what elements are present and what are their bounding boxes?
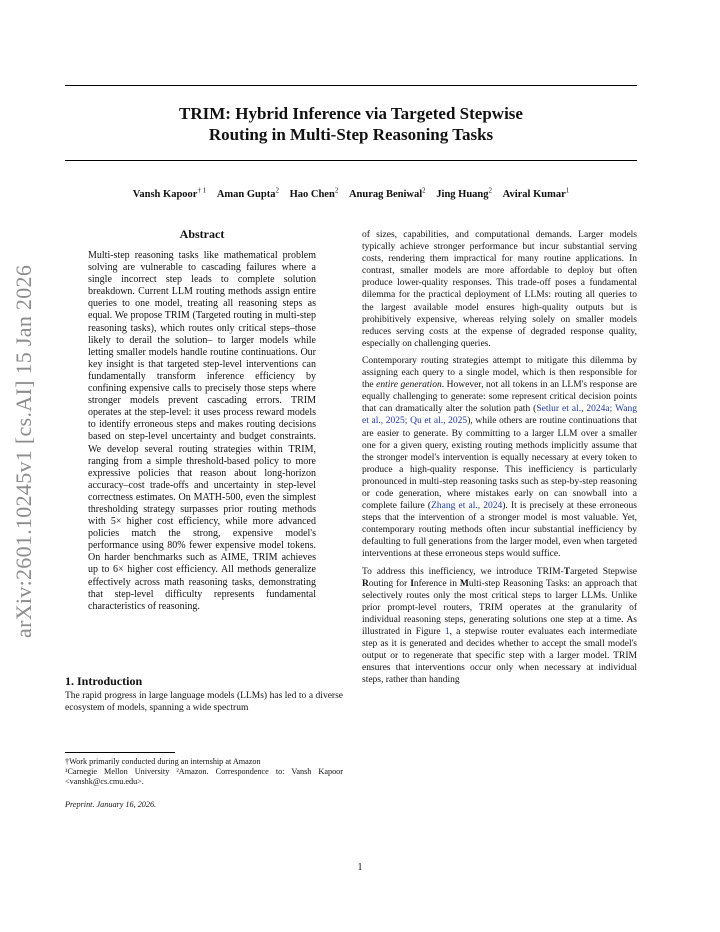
paper-title-line-2: Routing in Multi-Step Reasoning Tasks [208,125,494,144]
paper-title [65,103,637,145]
author: Vansh Kapoor$^{\dagger 1}$ [132,186,207,200]
intro-paragraph: To address this inefficiency, we introduce TRIM-Targeted Stepwise Routing for Inference in Multi-step Reasoning Tasks: an approach that selectively routes only the most critical steps to larger LLMs. Unlike prior prompt-level routers, TRIM operates at the granularity of individual reasoning steps, generating solutions one step at a time. As illustrated in Figure 1, a stepwise router evaluates each intermediate step as it is generated and decides whether to accept the small model's output or to regenerate that specific step with a larger model. TRIM ensures that interventions occur only when necessary at individual steps, rather than handing [362,566,638,686]
intro-paragraph: of sizes, capabilities, and computational demands. Larger models typically achieve stronger performance but incur substantial serving costs, rendering them impractical for many routine applications. In contrast, smaller models are more affordable to deploy but often produce lower-quality responses. This trade-off poses a fundamental dilemma for the practical deployment of LLMs: routing all queries to the largest available model ensures high-quality outputs but is prohibitively expensive, whereas relying solely on smaller models reduces serving costs at the expense of degraded response quality, especially on challenging queries. [362,230,637,349]
figure-reference-link[interactable]: 1 [444,627,450,637]
introduction-left-text [65,690,343,714]
author: Aman Gupta$^2$ [216,186,279,200]
citation-link[interactable]: Setlur et al., 2024a; Wang et al., 2025; Qu et al., 2025 [362,404,637,427]
footnote [65,757,343,787]
intro-paragraph: Contemporary routing strategies attempt to mitigate this dilemma by assigning each query to a single model, which is then responsible for the entire generation. However, not all tokens in an LLM's response are equally challenging to generate: some represent critical decision points that can dramatically alter the solution path (Setlur et al., 2024a; Wang et al., 2025; Qu et al., 2025), while others are routine continuations that are easier to generate. By committing to a larger LLM over a smaller one for a given query, existing routing methods implicitly assume that the stronger model's intervention is equally necessary at every token to produce a high-quality response. This inefficiency is particularly pronounced in multi-step reasoning tasks such as step-by-step reasoning or code generation, where mistakes early on can snowball into a complete failure (Zhang et al., 2024). It is precisely at these erroneous steps that the intervention of a stronger model is most valuable. Yet, contemporary routing methods often incur substantial inefficiency by defaulting to full generations from the larger model, even when targeted interventions at these erroneous steps would suffice. [362,355,638,560]
abstract-heading: Abstract [179,227,225,241]
footnote-line: †Work primarily conducted during an internship at Amazon [65,757,261,766]
page-number: 1 [357,862,363,873]
paper-title-line-1: TRIM: Hybrid Inference via Targeted Stepwise [179,104,523,123]
citation-link[interactable]: Zhang et al., 2024 [431,501,503,512]
footnote-line: ¹Carnegie Mellon University ²Amazon. Correspondence to: Vansh Kapoor <vanshk@cs.cmu.edu>. [65,767,343,786]
title-bottom-rule [65,160,637,161]
author-list [65,186,637,200]
introduction-right-column [362,229,637,691]
author: Hao Chen$^2$ [289,186,339,200]
author: Aviral Kumar$^1$ [502,186,570,200]
author: Anurag Beniwal$^2$ [348,186,426,200]
abstract-body [88,250,316,613]
preprint-notice: Preprint. January 16, 2026. [65,800,157,809]
abstract-text: Multi-step reasoning tasks like mathematical problem solving are vulnerable to cascading failures where a single incorrect step leads to complete solution breakdown. Current LLM routing methods assign entire queries to one model, treating all reasoning steps as equal. We propose TRIM (Targeted routing in multi-step reasoning tasks), which routes only critical steps–those likely to derail the solution– to larger models while letting smaller models handle routine continuations. Our key insight is that targeted step-level interventions can fundamentally transform inference efficiency by confining expensive calls to precisely those steps where stronger models prevent cascading errors. TRIM operates at the step-level: it uses process reward models to identify erroneous steps and makes routing decisions based on step-level uncertainty and budget constraints. We develop several routing strategies within TRIM, ranging from a simple threshold-based policy to more expressive policies that reason about long-horizon accuracy–cost trade-offs and uncertainty in step-level correctness estimates. On MATH-500, even the simplest thresholding strategy surpasses prior routing methods with 5× higher cost efficiency, while more advanced policies match the strong, expensive model's performance using 80% fewer expensive model tokens. On harder benchmarks such as AIME, TRIM achieves up to 6× higher cost efficiency. All methods generalize effectively across math reasoning tasks, demonstrating that step-level difficulty represents fundamental characteristics of reasoning. [88,250,316,612]
section-heading-introduction: 1. Introduction [65,674,143,688]
title-top-rule [65,85,637,86]
footnote-rule [65,752,175,753]
author: Jing Huang$^2$ [436,186,493,200]
intro-paragraph: The rapid progress in large language models (LLMs) has led to a diverse ecosystem of models, spanning a wide spectrum [65,691,343,714]
arxiv-identifier-stamp: arXiv:2601.10245v1 [cs.AI] 15 Jan 2026 [11,264,36,638]
